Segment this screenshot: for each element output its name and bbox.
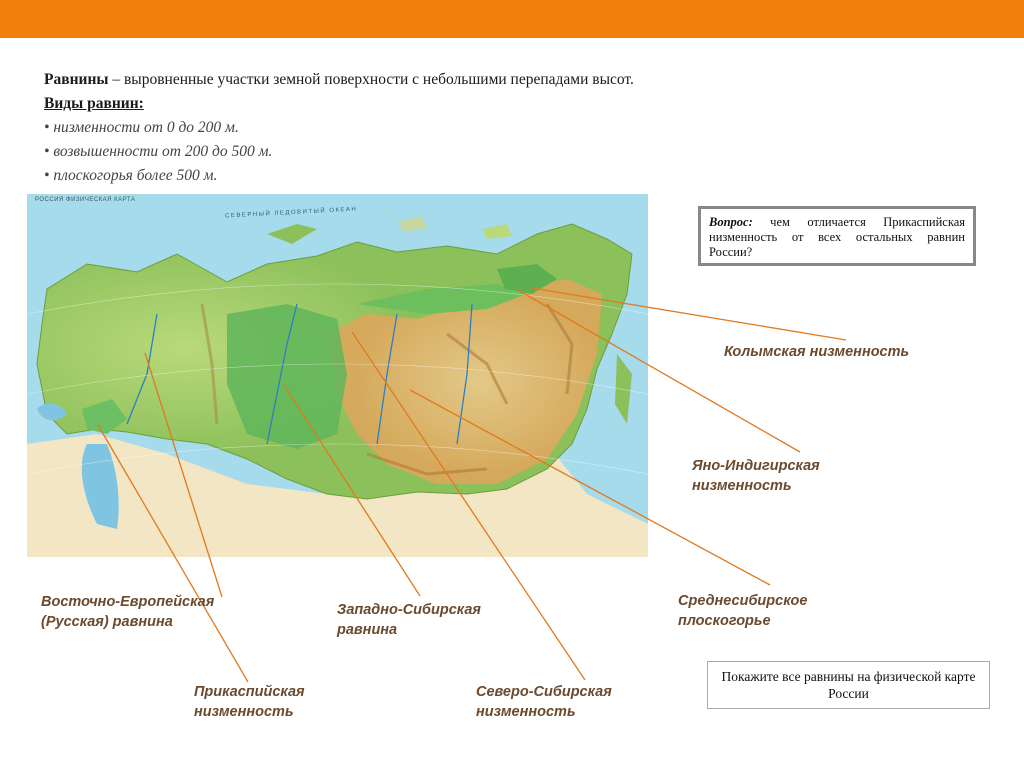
line-yano xyxy=(518,290,800,452)
line-caspian xyxy=(98,425,248,682)
label-caspian-lowland: Прикаспийская низменность xyxy=(194,684,305,720)
label-east-european-plain: Восточно-Европейская (Русская) равнина xyxy=(41,594,215,630)
question-label: Вопрос: xyxy=(709,215,753,229)
label-central-siberian-plateau: Среднесибирское плоскогорье xyxy=(678,593,808,629)
line-east xyxy=(145,353,222,597)
label-north-siberian-lowland: Северо-Сибирская низменность xyxy=(476,684,612,720)
label-kolyma-lowland: Колымская низменность xyxy=(724,344,910,360)
label-west-siberian-plain: Западно-Сибирская равнина xyxy=(337,602,481,638)
type-item-lowlands: • низменности от 0 до 200 м. xyxy=(44,119,239,136)
task-box: Покажите все равнины на физической карте России xyxy=(707,661,990,709)
type-item-plateaus: • плоскогорья более 500 м. xyxy=(44,167,218,184)
line-west xyxy=(284,385,420,596)
label-yano-indigirka-lowland: Яно-Индигирская низменность xyxy=(692,458,820,494)
type-item-uplands: • возвышенности от 200 до 500 м. xyxy=(44,143,273,160)
ocean-label: СЕВЕРНЫЙ ЛЕДОВИТЫЙ ОКЕАН xyxy=(224,206,358,220)
map-title: РОССИЯ ФИЗИЧЕСКАЯ КАРТА xyxy=(35,197,136,203)
line-kolyma xyxy=(532,288,846,340)
question-text: чем отличается Прикаспийская низменность от всех остальных равнин России? xyxy=(709,215,965,259)
types-title: Виды равнин: xyxy=(44,95,144,112)
term: Равнины xyxy=(44,71,109,88)
definition: – выровненные участки земной поверхности с небольшими перепадами высот. xyxy=(108,71,634,88)
